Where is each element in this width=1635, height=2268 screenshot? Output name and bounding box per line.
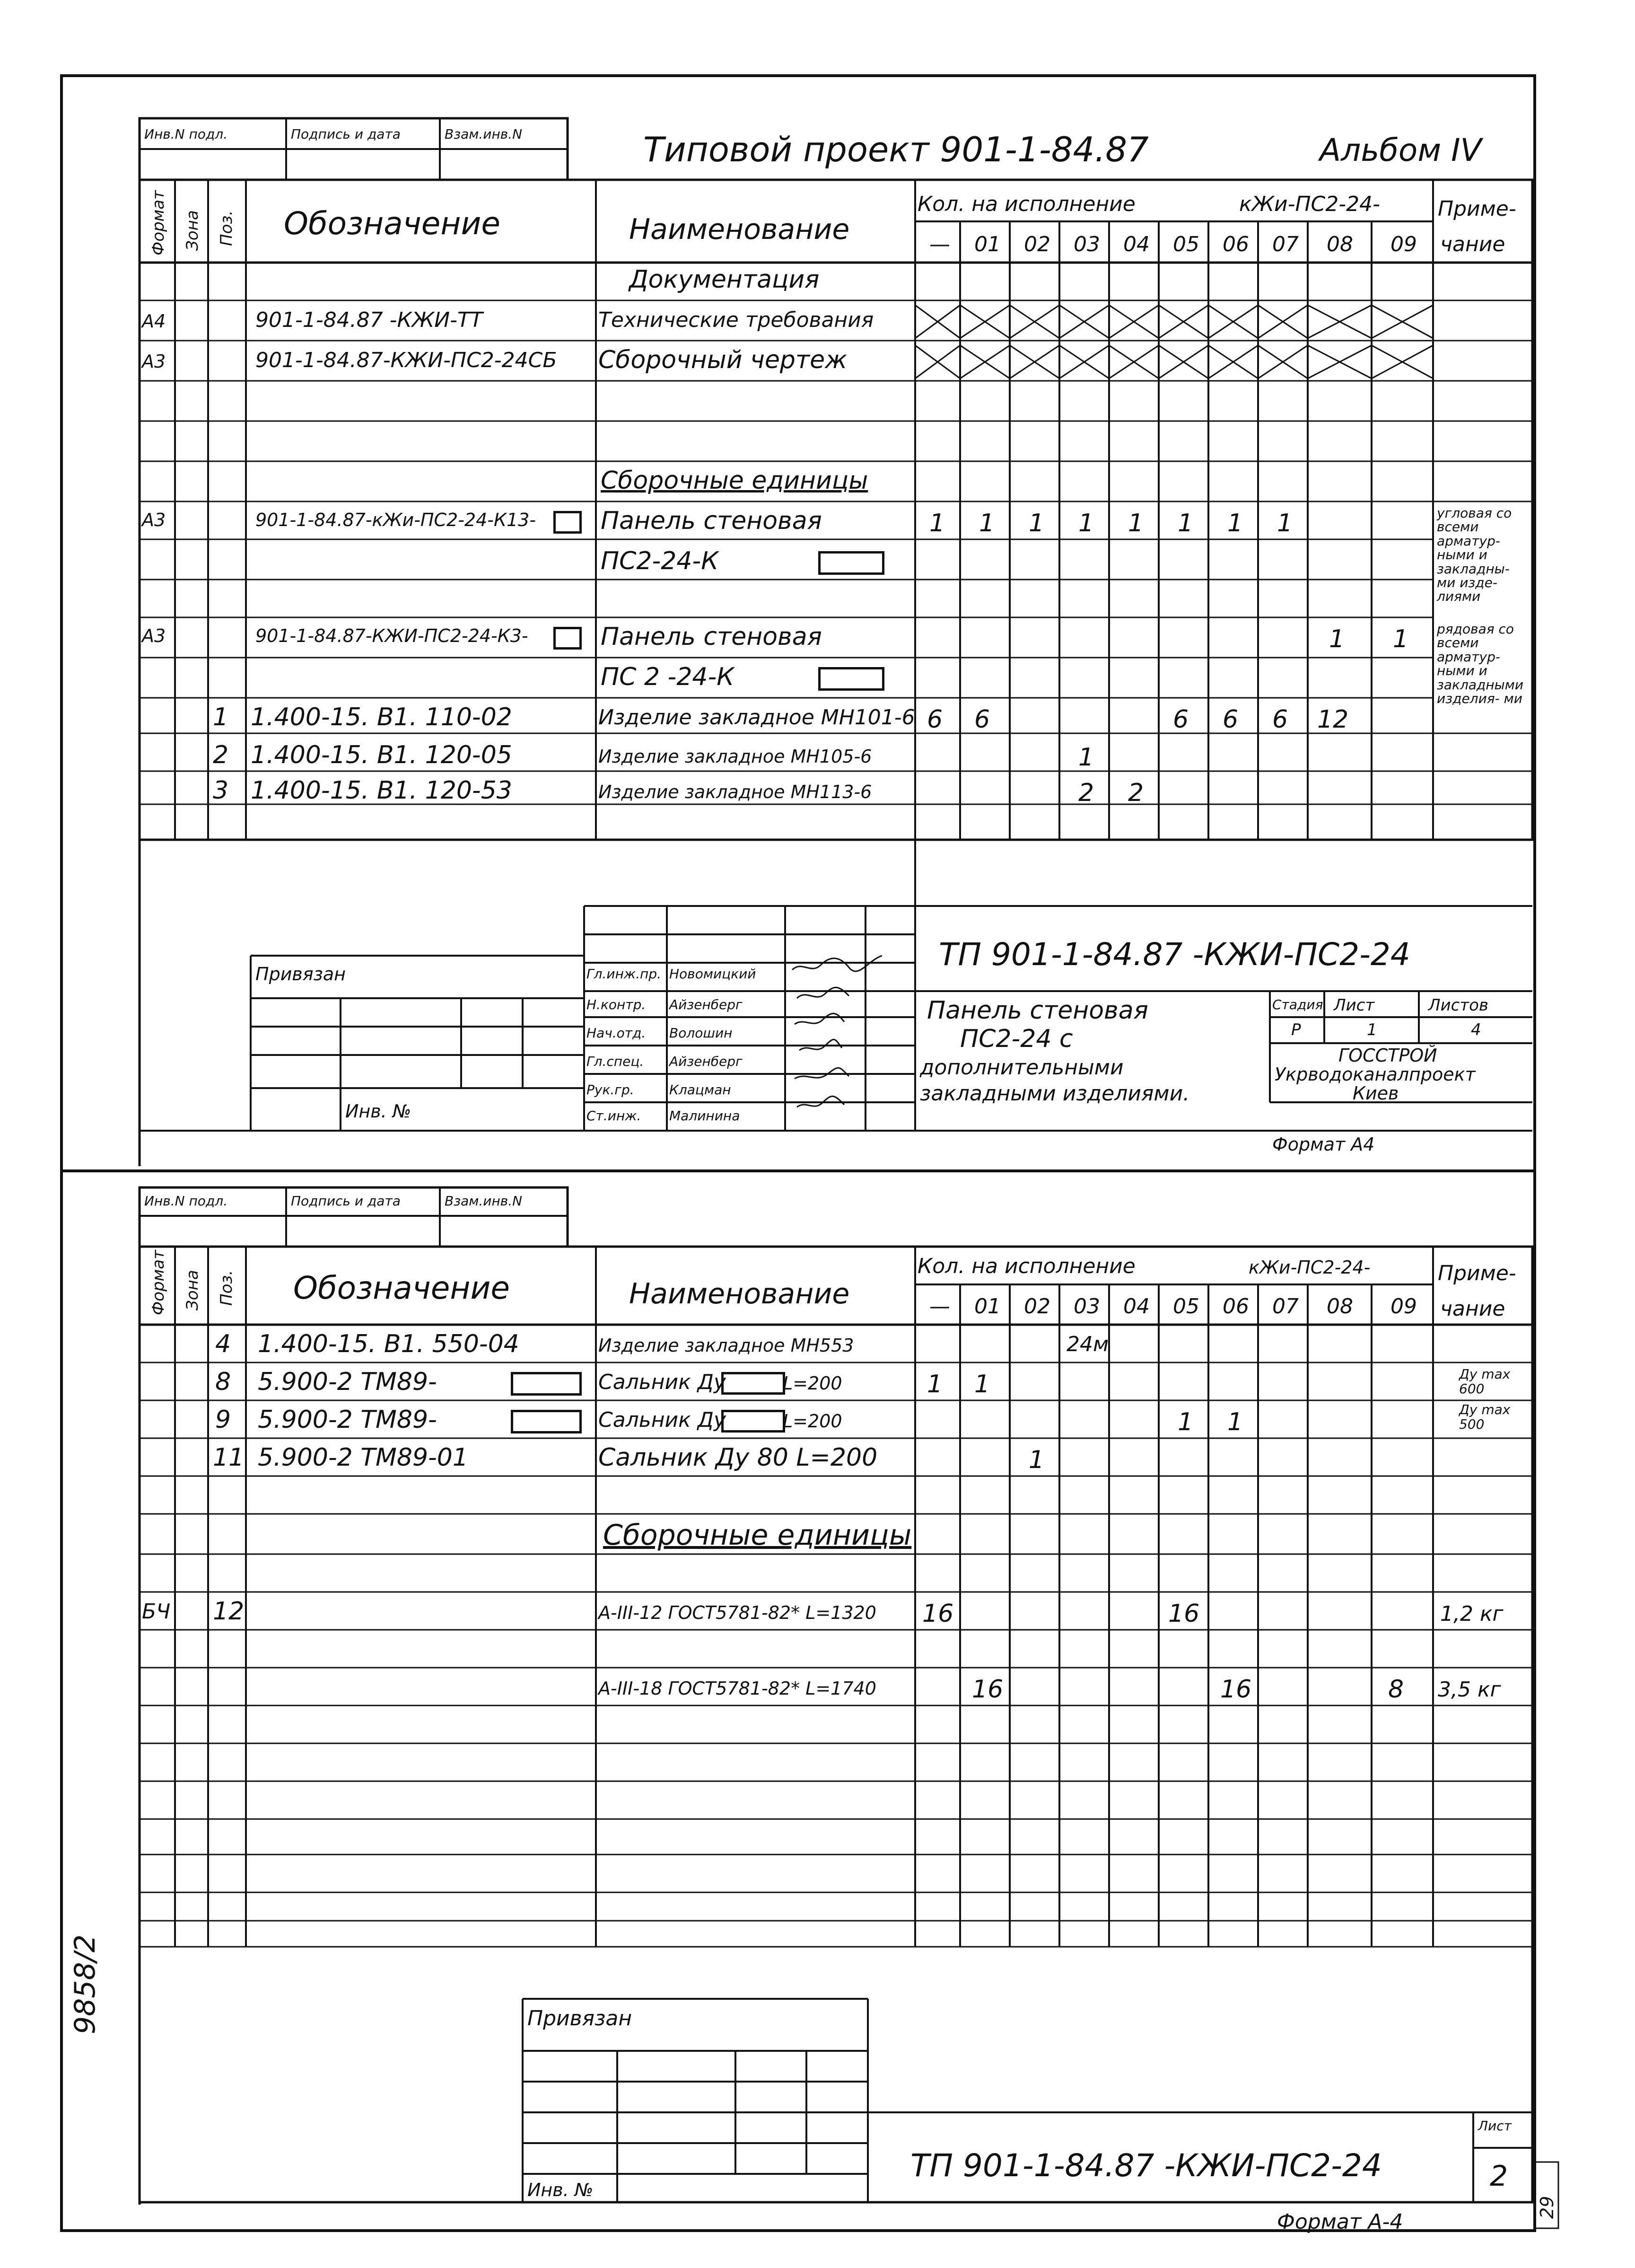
exec-col: 01 xyxy=(974,232,1001,256)
blank-box xyxy=(553,627,582,650)
desc-line: Панель стеновая xyxy=(927,996,1148,1025)
qty-cell: 16 xyxy=(1220,1675,1252,1704)
desc-line: дополнительными xyxy=(920,1055,1124,1080)
row-designation: 1.400-15. В1. 120-05 xyxy=(251,741,512,769)
row-name-l: L=200 xyxy=(783,1411,842,1432)
header-format: Формат xyxy=(149,190,168,255)
qty-cell: 1 xyxy=(1128,509,1144,537)
row-pos: 11 xyxy=(213,1443,245,1472)
header-note-2: чание xyxy=(1440,232,1505,256)
qty-cell: 8 xyxy=(1388,1675,1404,1704)
privyazan-label: Привязан xyxy=(527,2006,632,2031)
doc-code: ТП 901-1-84.87 -КЖИ-ПС2-24 xyxy=(910,2147,1382,2184)
section-documentation: Документация xyxy=(629,265,820,294)
qty-cell: 6 xyxy=(1272,705,1288,734)
row-name-2: ПС2-24-К xyxy=(601,547,719,575)
exec-col: — xyxy=(929,1294,950,1319)
signatures-image xyxy=(787,941,892,1131)
row-designation: 1.400-15. В1. 110-02 xyxy=(251,703,512,731)
row-designation: 901-1-84.87-кЖи-ПС2-24-К13- xyxy=(255,510,536,530)
role-label: Гл.инж.пр. xyxy=(586,966,662,982)
qty-cell: 16 xyxy=(972,1675,1004,1704)
person-name: Малинина xyxy=(669,1108,740,1124)
row-designation: 5.900-2 ТМ89- xyxy=(258,1368,437,1396)
role-label: Н.контр. xyxy=(586,997,646,1012)
header-note-2: чание xyxy=(1440,1297,1505,1321)
qty-cell: 1 xyxy=(1277,509,1293,537)
top-table-replace: Взам.инв.N xyxy=(445,1193,523,1209)
exec-col: 05 xyxy=(1173,232,1199,256)
row-name: Изделие закладное МН113-6 xyxy=(598,782,872,802)
qty-cell: 1 xyxy=(1178,509,1194,537)
project-title: Типовой проект 901-1-84.87 xyxy=(643,130,1149,169)
header-note-1: Приме- xyxy=(1438,1261,1516,1285)
row-name: Сальник Ду xyxy=(598,1370,726,1394)
exec-col: 03 xyxy=(1074,1294,1100,1319)
row-name: Сальник Ду 80 L=200 xyxy=(598,1443,878,1472)
exec-col: 02 xyxy=(1024,232,1050,256)
exec-col: 09 xyxy=(1390,1294,1417,1319)
org-line: Киев xyxy=(1353,1083,1399,1104)
row-format: А4 xyxy=(142,311,166,332)
exec-col: 08 xyxy=(1327,1294,1353,1319)
row-designation: 1.400-15. В1. 550-04 xyxy=(258,1330,519,1358)
sheet-label: Лист xyxy=(1478,2118,1512,2134)
section-assembly-units: Сборочные единицы xyxy=(601,466,868,495)
qty-cell: 2 xyxy=(1078,779,1094,807)
top-table-sign: Подпись и дата xyxy=(291,126,401,142)
row-name: Изделие закладное МН101-6 xyxy=(598,705,915,730)
blank-box xyxy=(721,1410,785,1433)
exec-col: 07 xyxy=(1272,1294,1299,1319)
row-pos: 1 xyxy=(213,703,229,731)
qty-cell: 6 xyxy=(1223,705,1239,734)
row-name: Сборочный чертеж xyxy=(598,346,847,374)
qty-cell: 16 xyxy=(1168,1600,1200,1628)
person-name: Айзенберг xyxy=(669,997,743,1012)
sheet-label: Лист xyxy=(1334,996,1375,1015)
top-table-inv: Инв.N подл. xyxy=(144,126,228,142)
sheet-value: 2 xyxy=(1490,2160,1508,2193)
row-pos: 8 xyxy=(215,1368,231,1396)
exec-col: 09 xyxy=(1390,232,1417,256)
qty-cell: 1 xyxy=(979,509,995,537)
album-label: Альбом IV xyxy=(1320,132,1482,168)
qty-cell: 1 xyxy=(1393,625,1409,653)
qty-cell: 1 xyxy=(974,1370,990,1398)
row-format: БЧ xyxy=(142,1600,171,1624)
exec-col: 07 xyxy=(1272,232,1299,256)
row-name: А-III-18 ГОСТ5781-82* L=1740 xyxy=(598,1678,876,1699)
qty-cell: 1 xyxy=(1329,625,1345,653)
blank-box xyxy=(511,1410,582,1433)
header-designation: Обозначение xyxy=(284,205,500,242)
desc-line: закладными изделиями. xyxy=(920,1081,1190,1106)
row-name: Изделие закладное МН553 xyxy=(598,1335,854,1356)
qty-cell: 1 xyxy=(1078,509,1094,537)
qty-cell: 12 xyxy=(1317,705,1349,734)
role-label: Нач.отд. xyxy=(586,1025,646,1041)
role-label: Гл.спец. xyxy=(586,1054,644,1069)
row-name-2: ПС 2 -24-К xyxy=(601,663,734,691)
row-pos: 3 xyxy=(213,776,229,805)
role-label: Ст.инж. xyxy=(586,1108,641,1124)
person-name: Клацман xyxy=(669,1082,731,1098)
qty-cell: 1 xyxy=(1227,509,1243,537)
qty-cell: 16 xyxy=(922,1600,954,1628)
header-qty-code: кЖи-ПС2-24- xyxy=(1249,1257,1371,1278)
top-table-sign: Подпись и дата xyxy=(291,1193,401,1209)
privyazan-label: Привязан xyxy=(255,964,346,985)
header-pos: Поз. xyxy=(217,1270,236,1306)
qty-cell: 6 xyxy=(1173,705,1189,734)
exec-col: 03 xyxy=(1074,232,1100,256)
qty-cell: 24м xyxy=(1067,1332,1109,1356)
person-name: Новомицкий xyxy=(669,966,756,982)
row-pos: 12 xyxy=(213,1597,245,1626)
section-assembly-units: Сборочные единицы xyxy=(603,1519,912,1552)
role-label: Рук.гр. xyxy=(586,1082,634,1098)
row-note: угловая со всеми арматур- ными и закладны- ми изде- лиями xyxy=(1437,505,1512,605)
sheet-value: 1 xyxy=(1367,1020,1377,1039)
exec-col: — xyxy=(929,232,950,256)
qty-cell: 1 xyxy=(927,1370,943,1398)
format-label: Формат А4 xyxy=(1272,1134,1375,1155)
row-name-l: L=200 xyxy=(783,1373,842,1394)
qty-cell: 1 xyxy=(929,509,945,537)
inv-label: Инв. № xyxy=(345,1101,411,1122)
row-format: А3 xyxy=(142,510,166,530)
org-line: Укрводоканалпроект xyxy=(1275,1064,1476,1085)
header-zone: Зона xyxy=(183,1270,202,1310)
header-qty-code: кЖи-ПС2-24- xyxy=(1239,192,1380,216)
row-designation: 5.900-2 ТМ89- xyxy=(258,1406,437,1434)
row-format: А3 xyxy=(142,351,166,372)
page-number: 29 xyxy=(1537,2196,1557,2219)
qty-cell: 6 xyxy=(927,705,943,734)
qty-cell: 1 xyxy=(1029,1446,1045,1474)
header-designation: Обозначение xyxy=(293,1270,510,1306)
blank-box xyxy=(818,667,884,691)
row-designation: 901-1-84.87 -КЖИ-ТТ xyxy=(255,308,483,332)
header-name: Наименование xyxy=(629,1277,850,1310)
row-name: Технические требования xyxy=(598,308,874,332)
desc-line: ПС2-24 с xyxy=(960,1025,1073,1053)
blank-box xyxy=(553,511,582,534)
exec-col: 01 xyxy=(974,1294,1001,1319)
header-zone: Зона xyxy=(183,210,202,251)
row-designation: 901-1-84.87-КЖИ-ПС2-24СБ xyxy=(255,348,557,372)
row-note: 3,5 кг xyxy=(1438,1678,1501,1702)
person-name: Айзенберг xyxy=(669,1054,743,1069)
row-pos: 4 xyxy=(215,1330,231,1358)
header-note-1: Приме- xyxy=(1438,197,1516,221)
header-format: Формат xyxy=(149,1250,168,1315)
qty-cell: 1 xyxy=(1227,1408,1243,1436)
blank-box xyxy=(511,1372,582,1396)
qty-cell: 6 xyxy=(974,705,990,734)
qty-cell: 2 xyxy=(1128,779,1144,807)
exec-col: 02 xyxy=(1024,1294,1050,1319)
org-line: ГОССТРОЙ xyxy=(1338,1045,1437,1066)
header-pos: Поз. xyxy=(217,210,236,246)
qty-cell: 1 xyxy=(1178,1408,1194,1436)
exec-col: 05 xyxy=(1173,1294,1199,1319)
row-pos: 9 xyxy=(215,1406,231,1434)
top-table-replace: Взам.инв.N xyxy=(445,126,523,142)
sheets-value: 4 xyxy=(1471,1020,1481,1039)
doc-code: ТП 901-1-84.87 -КЖИ-ПС2-24 xyxy=(939,936,1410,973)
row-note: 1,2 кг xyxy=(1440,1602,1504,1626)
inv-label: Инв. № xyxy=(527,2180,594,2200)
row-name: Панель стеновая xyxy=(601,507,822,535)
row-note: Ду max 500 xyxy=(1459,1402,1511,1432)
row-name: А-III-12 ГОСТ5781-82* L=1320 xyxy=(598,1602,876,1623)
header-qty: Кол. на исполнение xyxy=(918,1254,1136,1278)
sheets-label: Листов xyxy=(1428,996,1489,1015)
stage-value: Р xyxy=(1291,1020,1301,1039)
row-note: Ду max 600 xyxy=(1459,1366,1511,1397)
format-label: Формат А-4 xyxy=(1277,2210,1403,2234)
exec-col: 08 xyxy=(1327,232,1353,256)
row-designation: 1.400-15. В1. 120-53 xyxy=(251,776,512,805)
row-designation: 5.900-2 ТМ89-01 xyxy=(258,1443,468,1472)
row-name: Панель стеновая xyxy=(601,623,822,651)
top-table-inv: Инв.N подл. xyxy=(144,1193,228,1209)
row-format: А3 xyxy=(142,625,166,646)
qty-cell: 1 xyxy=(1029,509,1045,537)
exec-col: 06 xyxy=(1223,1294,1249,1319)
qty-cell: 1 xyxy=(1078,743,1094,772)
row-pos: 2 xyxy=(213,741,229,769)
row-name: Сальник Ду xyxy=(598,1408,726,1432)
stage-label: Стадия xyxy=(1272,997,1323,1012)
blank-box xyxy=(721,1372,785,1395)
header-qty: Кол. на исполнение xyxy=(918,192,1136,216)
archive-number: 9858/2 xyxy=(69,1934,102,2034)
row-name: Изделие закладное МН105-6 xyxy=(598,746,872,767)
exec-col: 04 xyxy=(1123,232,1150,256)
row-designation: 901-1-84.87-КЖИ-ПС2-24-К3- xyxy=(255,625,528,646)
exec-col: 04 xyxy=(1123,1294,1150,1319)
blank-box xyxy=(818,551,884,575)
exec-col: 06 xyxy=(1223,232,1249,256)
person-name: Волошин xyxy=(669,1025,733,1041)
row-note: рядовая со всеми арматур- ными и закладными изделия- ми xyxy=(1437,621,1524,706)
header-name: Наименование xyxy=(629,213,850,246)
